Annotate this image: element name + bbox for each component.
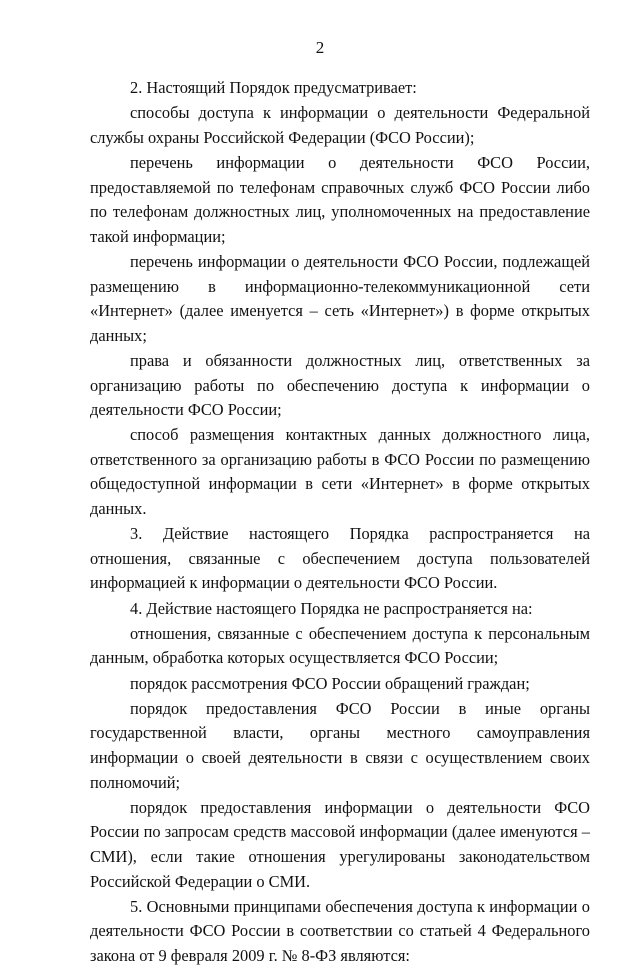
paragraph-4-exclusions: 4. Действие настоящего Порядка не распространяется на:	[130, 598, 533, 618]
paragraph-state-bodies: порядок предоставления ФСО России в иные органы государственной власти, органы местного самоуправления информации о своей деятельности в связи с осуществлением своих полномочий;	[90, 698, 590, 792]
paragraph-citizen-appeals: порядок рассмотрения ФСО России обращений граждан;	[130, 673, 530, 693]
paragraph-media-requests: порядок предоставления информации о деятельности ФСО России по запросам средств массовой информации (далее именуются – СМИ), если такие отношения урегулированы законодательством Российской Федерации о СМИ.	[90, 797, 590, 891]
page-number: 2	[315, 38, 325, 57]
paragraph-contact-placement: способ размещения контактных данных должностного лица, ответственного за организацию работы в ФСО России по размещению общедоступной информации в сети «Интернет» в форме открытых данных.	[90, 425, 590, 519]
paragraph-personal-data: отношения, связанные с обеспечением доступа к персональным данным, обработка которых осуществляется ФСО России;	[90, 623, 590, 668]
paragraph-access-methods: способы доступа к информации о деятельности Федеральной службы охраны Российской Федерации (ФСО России);	[90, 103, 590, 147]
paragraph-2-intro: 2. Настоящий Порядок предусматривает:	[130, 78, 417, 97]
document-body	[90, 76, 590, 969]
paragraph-internet-info-list: перечень информации о деятельности ФСО России, подлежащей размещению в информационно-телекоммуникационной сети «Интернет» (далее именуется – сеть «Интернет») в форме открытых данных;	[90, 251, 590, 345]
paragraph-3-scope: 3. Действие настоящего Порядка распространяется на отношения, связанные с обеспечением доступа пользователей информацией к информации о деятельности ФСО России.	[90, 524, 590, 593]
paragraph-5-principles: 5. Основными принципами обеспечения доступа к информации о деятельности ФСО России в соответствии со статьей 4 Федерального закона от 9 февраля 2009 г. № 8-ФЗ являются:	[90, 896, 590, 965]
paragraph-phone-info-list: перечень информации о деятельности ФСО России, предоставляемой по телефонам справочных служб ФСО России либо по телефонам должностных лиц, уполномоченных на предоставление такой информации;	[90, 152, 590, 246]
paragraph-officials-rights: права и обязанности должностных лиц, ответственных за организацию работы по обеспечению доступа к информации о деятельности ФСО России;	[90, 350, 590, 420]
